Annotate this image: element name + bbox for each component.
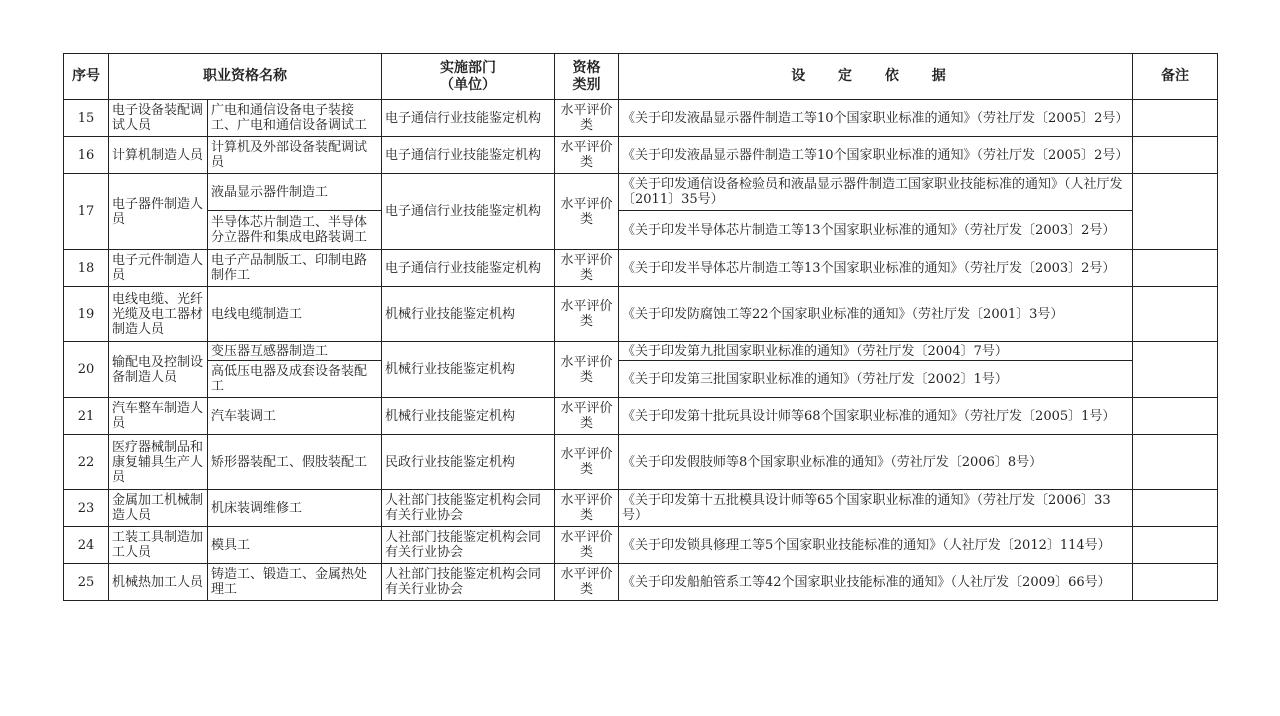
row-remark <box>1133 287 1218 342</box>
row-remark <box>1133 174 1218 250</box>
row-basis: 《关于印发第九批国家职业标准的通知》（劳社厅发〔2004〕7号） <box>619 342 1133 361</box>
row-number: 18 <box>64 250 109 287</box>
row-occupation: 机床装调维修工 <box>208 490 382 527</box>
row-category: 工装工具制造加工人员 <box>109 527 208 564</box>
row-department: 机械行业技能鉴定机构 <box>382 287 555 342</box>
row-occupation: 模具工 <box>208 527 382 564</box>
row-department: 电子通信行业技能鉴定机构 <box>382 174 555 250</box>
row-number: 24 <box>64 527 109 564</box>
row-occupation: 广电和通信设备电子装接工、广电和通信设备调试工 <box>208 100 382 137</box>
row-basis: 《关于印发船舶管系工等42个国家职业技能标准的通知》（人社厅发〔2009〕66号） <box>619 564 1133 601</box>
table-row <box>64 174 1218 211</box>
row-occupation: 变压器互感器制造工 <box>208 342 382 361</box>
row-occupation: 电线电缆制造工 <box>208 287 382 342</box>
table-row <box>64 137 1218 174</box>
row-remark <box>1133 398 1218 435</box>
row-type: 水平评价类 <box>555 174 619 250</box>
row-remark <box>1133 564 1218 601</box>
row-basis: 《关于印发第十批玩具设计师等68个国家职业标准的通知》（劳社厅发〔2005〕1号） <box>619 398 1133 435</box>
row-department: 机械行业技能鉴定机构 <box>382 398 555 435</box>
row-remark <box>1133 342 1218 398</box>
table-row <box>64 342 1218 361</box>
row-basis: 《关于印发第十五批模具设计师等65个国家职业标准的通知》（劳社厅发〔2006〕33号） <box>619 490 1133 527</box>
row-type: 水平评价类 <box>555 342 619 398</box>
row-remark <box>1133 100 1218 137</box>
row-occupation: 半导体芯片制造工、半导体分立器件和集成电路装调工 <box>208 211 382 250</box>
header-dept-line2: （单位） <box>440 76 496 93</box>
table-row <box>64 287 1218 342</box>
row-occupation: 高低压电器及成套设备装配工 <box>208 361 382 398</box>
row-remark <box>1133 527 1218 564</box>
row-number: 22 <box>64 435 109 490</box>
row-type: 水平评价类 <box>555 250 619 287</box>
row-occupation: 汽车装调工 <box>208 398 382 435</box>
row-occupation: 电子产品制版工、印制电路制作工 <box>208 250 382 287</box>
row-type: 水平评价类 <box>555 100 619 137</box>
row-type: 水平评价类 <box>555 435 619 490</box>
row-number: 19 <box>64 287 109 342</box>
row-number: 17 <box>64 174 109 250</box>
row-category: 金属加工机械制造人员 <box>109 490 208 527</box>
row-basis: 《关于印发半导体芯片制造工等13个国家职业标准的通知》（劳社厅发〔2003〕2号） <box>619 250 1133 287</box>
row-category: 电子元件制造人员 <box>109 250 208 287</box>
row-basis: 《关于印发锁具修理工等5个国家职业技能标准的通知》（人社厅发〔2012〕114号） <box>619 527 1133 564</box>
row-category: 电子设备装配调试人员 <box>109 100 208 137</box>
row-basis: 《关于印发第三批国家职业标准的通知》（劳社厅发〔2002〕1号） <box>619 361 1133 398</box>
row-type: 水平评价类 <box>555 527 619 564</box>
row-type: 水平评价类 <box>555 564 619 601</box>
table-header-row <box>64 54 1218 100</box>
row-number: 16 <box>64 137 109 174</box>
table-row <box>64 490 1218 527</box>
row-basis: 《关于印发半导体芯片制造工等13个国家职业标准的通知》（劳社厅发〔2003〕2号） <box>619 211 1133 250</box>
table-row <box>64 398 1218 435</box>
row-number: 25 <box>64 564 109 601</box>
table-row <box>64 435 1218 490</box>
row-department: 民政行业技能鉴定机构 <box>382 435 555 490</box>
row-number: 23 <box>64 490 109 527</box>
row-type: 水平评价类 <box>555 137 619 174</box>
row-type: 水平评价类 <box>555 398 619 435</box>
row-category: 电线电缆、光纤光缆及电工器材制造人员 <box>109 287 208 342</box>
row-category: 机械热加工人员 <box>109 564 208 601</box>
table-row <box>64 100 1218 137</box>
row-remark <box>1133 490 1218 527</box>
table-subrow <box>64 211 1218 250</box>
row-number: 21 <box>64 398 109 435</box>
row-basis: 《关于印发液晶显示器件制造工等10个国家职业标准的通知》（劳社厅发〔2005〕2号） <box>619 137 1133 174</box>
row-department: 电子通信行业技能鉴定机构 <box>382 250 555 287</box>
row-category: 医疗器械制品和康复辅具生产人员 <box>109 435 208 490</box>
row-department: 机械行业技能鉴定机构 <box>382 342 555 398</box>
row-department: 电子通信行业技能鉴定机构 <box>382 137 555 174</box>
header-type <box>555 54 619 100</box>
row-remark <box>1133 137 1218 174</box>
header-dept <box>382 54 555 100</box>
row-category: 输配电及控制设备制造人员 <box>109 342 208 398</box>
header-type-line2: 类别 <box>572 76 601 93</box>
row-department: 人社部门技能鉴定机构会同有关行业协会 <box>382 527 555 564</box>
row-number: 20 <box>64 342 109 398</box>
row-occupation: 矫形器装配工、假肢装配工 <box>208 435 382 490</box>
row-department: 电子通信行业技能鉴定机构 <box>382 100 555 137</box>
header-name: 职业资格名称 <box>109 54 382 100</box>
row-category: 计算机制造人员 <box>109 137 208 174</box>
row-department: 人社部门技能鉴定机构会同有关行业协会 <box>382 564 555 601</box>
row-basis: 《关于印发假肢师等8个国家职业标准的通知》（劳社厅发〔2006〕8号） <box>619 435 1133 490</box>
row-remark <box>1133 435 1218 490</box>
header-remark: 备注 <box>1133 54 1218 100</box>
row-type: 水平评价类 <box>555 287 619 342</box>
row-occupation: 铸造工、锻造工、金属热处理工 <box>208 564 382 601</box>
table-row <box>64 250 1218 287</box>
header-dept-line1: 实施部门 <box>440 59 496 76</box>
row-category: 电子器件制造人员 <box>109 174 208 250</box>
row-number: 15 <box>64 100 109 137</box>
row-category: 汽车整车制造人员 <box>109 398 208 435</box>
row-department: 人社部门技能鉴定机构会同有关行业协会 <box>382 490 555 527</box>
table-row <box>64 527 1218 564</box>
row-basis: 《关于印发防腐蚀工等22个国家职业标准的通知》（劳社厅发〔2001〕3号） <box>619 287 1133 342</box>
table-row <box>64 564 1218 601</box>
header-seq: 序号 <box>64 54 109 100</box>
row-type: 水平评价类 <box>555 490 619 527</box>
row-occupation: 液晶显示器件制造工 <box>208 174 382 211</box>
row-basis: 《关于印发液晶显示器件制造工等10个国家职业标准的通知》（劳社厅发〔2005〕2号） <box>619 100 1133 137</box>
qualification-table <box>63 53 1218 601</box>
row-occupation: 计算机及外部设备装配调试员 <box>208 137 382 174</box>
row-remark <box>1133 250 1218 287</box>
table-subrow <box>64 361 1218 398</box>
header-basis: 设 定 依 据 <box>619 54 1133 100</box>
header-type-line1: 资格 <box>572 59 601 76</box>
row-basis: 《关于印发通信设备检验员和液晶显示器件制造工国家职业技能标准的通知》（人社厅发〔2011〕35号） <box>619 174 1133 211</box>
